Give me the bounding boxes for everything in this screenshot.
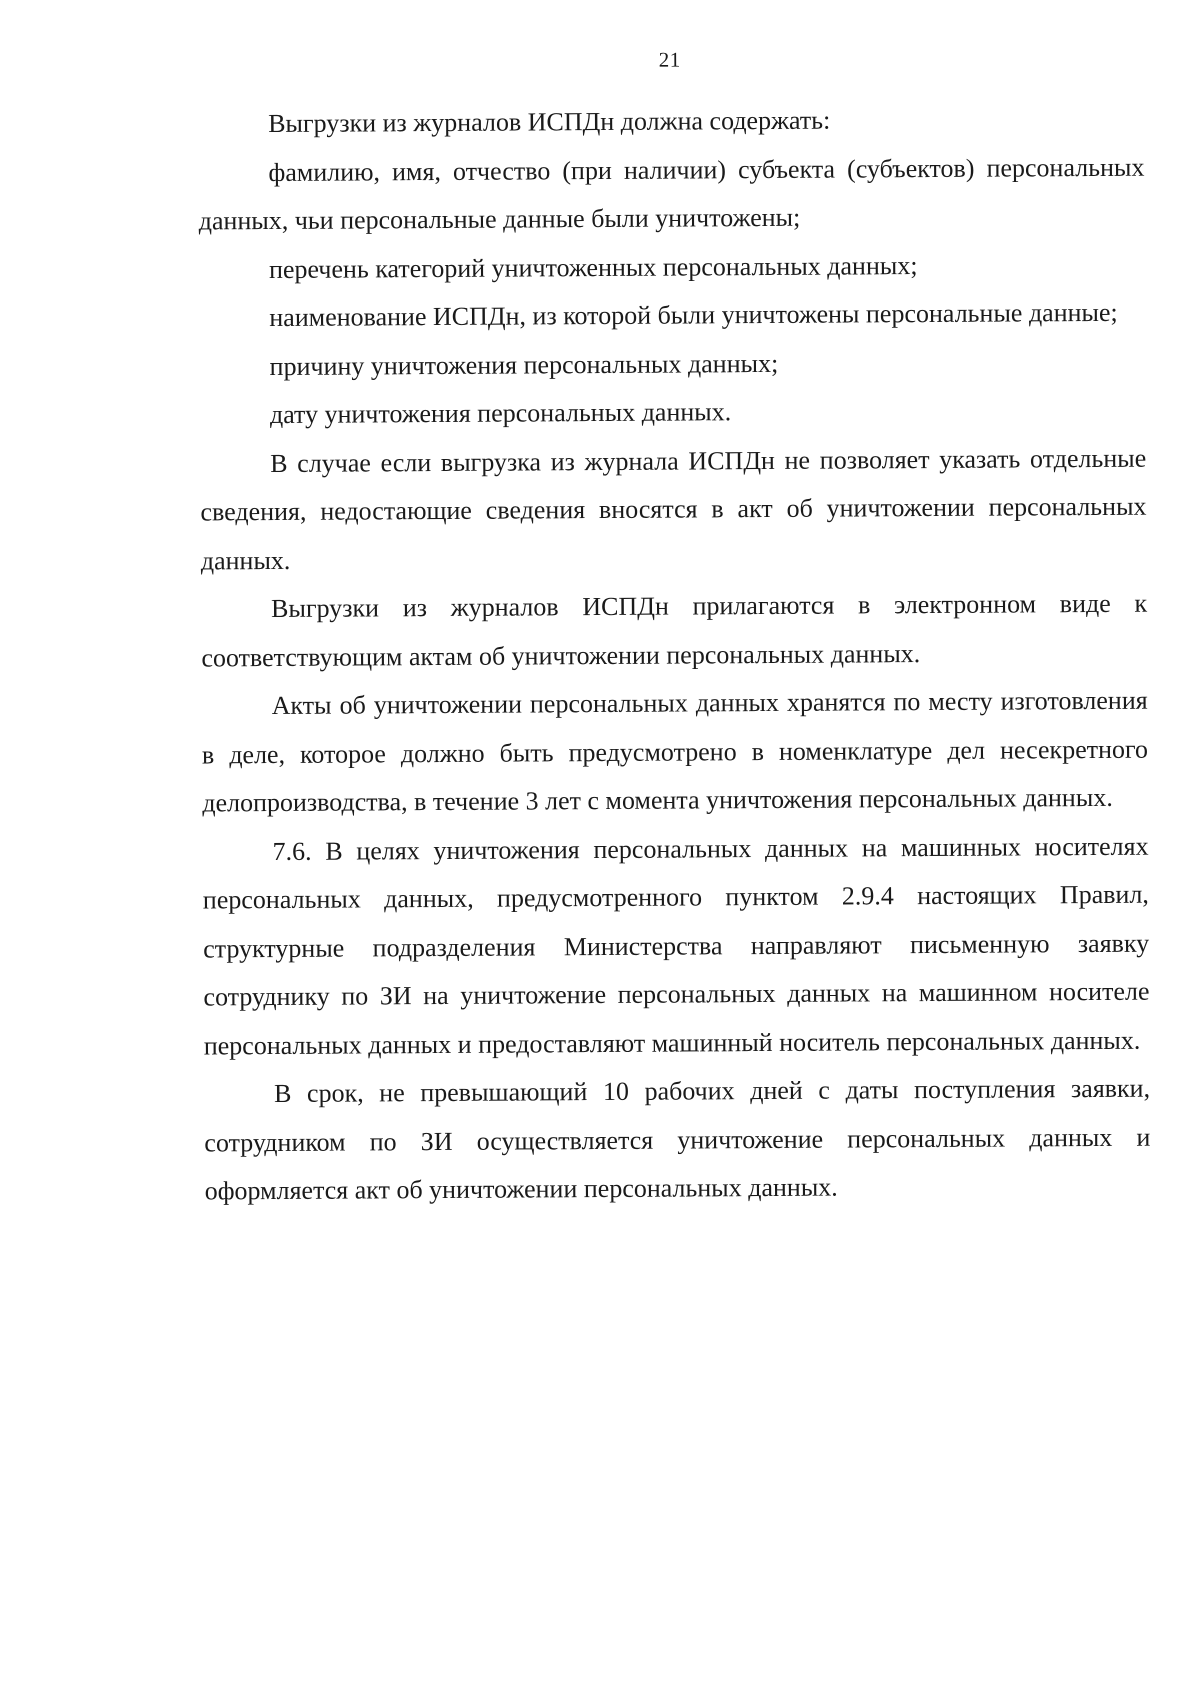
paragraph-missing-info: В случае если выгрузка из журнала ИСПДн не позволяет указать отдельные сведения, недостающие сведения вносятся в акт об уничтожении персональных данных. [200,443,1147,575]
list-item-subject-name: фамилию, имя, отчество (при наличии) субъекта (субъектов) персональных данных, чьи персональные данные были уничтожены; [198,152,1145,236]
paragraph-acts-storage: Акты об уничтожении персональных данных хранятся по месту изготовления в деле, которое должно быть предусмотрено в номенклатуре дел несекретного делопроизводства, в течение 3 лет с момента уничтожения персональных данных. [201,685,1149,818]
paragraph-exports-attached: Выгрузки из журналов ИСПДн прилагаются в электронном виде к соответствующим актам об уничтожении персональных данных. [201,588,1148,672]
paragraph-export-requirements: Выгрузки из журналов ИСПДн должна содержать: [268,105,831,139]
list-item-categories: перечень категорий уничтоженных персональных данных; [268,250,918,284]
document-body [198,95,1151,1216]
paragraph-7-6: 7.6. В целях уничтожения персональных данных на машинных носителях персональных данных, предусмотренного пунктом 2.9.4 настоящих Правил, структурные подразделения Министерства направляют письменную заявку сотруднику по ЗИ на уничтожение персональных данных на машинном носителе персональных данных и предоставляют машинный носитель персональных данных. [202,831,1150,1060]
list-item-ispdn-name: наименование ИСПДн, из которой были уничтожены персональные данные; [269,297,1118,333]
list-item-date: дату уничтожения персональных данных. [269,397,732,430]
page-number: 21 [658,47,681,72]
paragraph-deadline: В срок, не превышающий 10 рабочих дней с даты поступления заявки, сотрудником по ЗИ осуществляется уничтожение персональных данных и оформляется акт об уничтожении персональных данных. [204,1073,1151,1206]
list-item-reason: причину уничтожения персональных данных; [269,348,779,381]
